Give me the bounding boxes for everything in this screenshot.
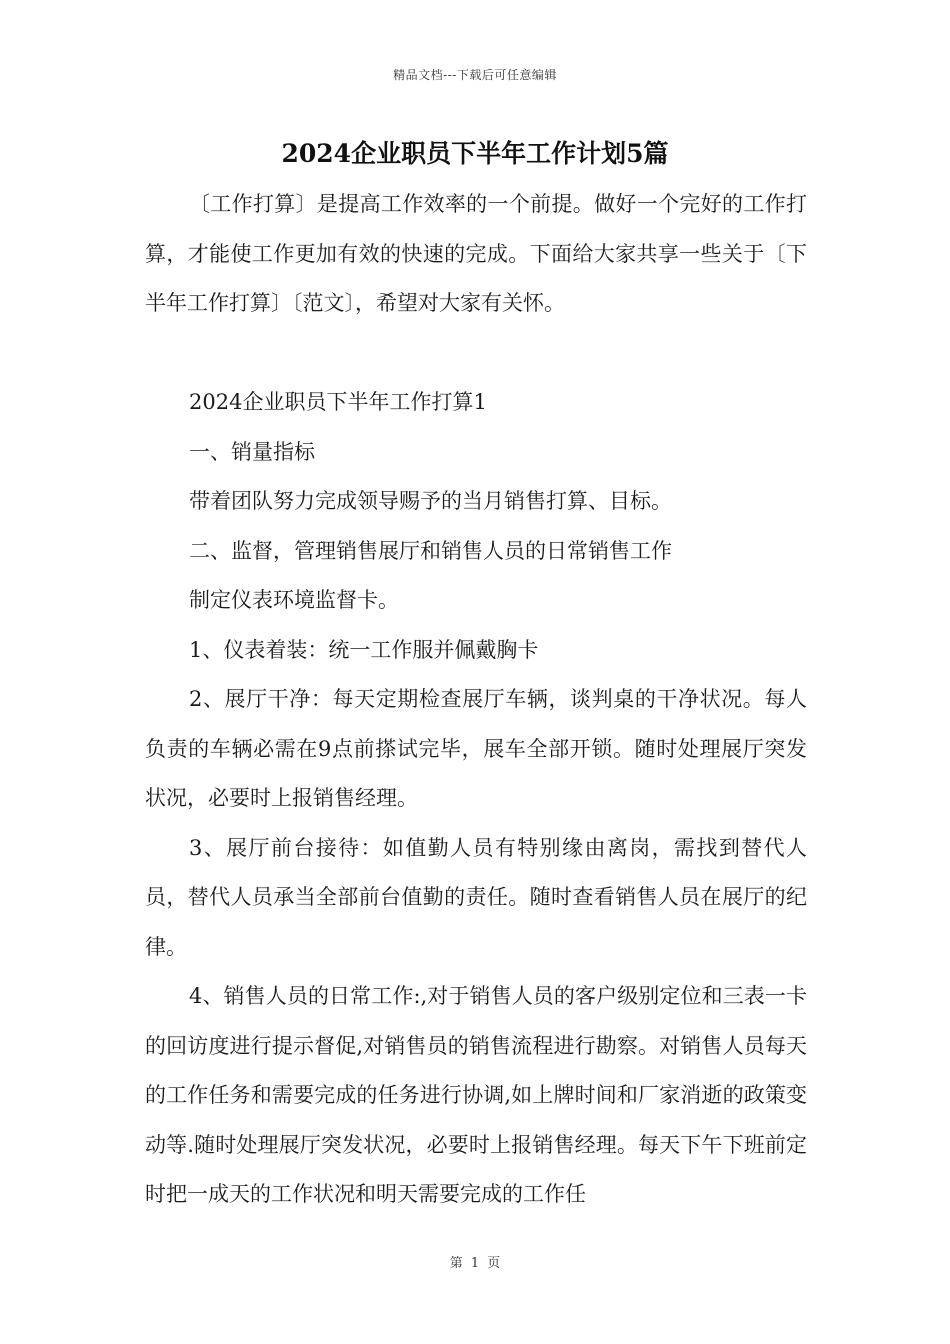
page-prefix: 第 — [449, 1256, 463, 1271]
page-number: 1 — [470, 1256, 480, 1271]
list-item: 一、销量指标 — [189, 439, 315, 464]
page-suffix: 页 — [487, 1256, 501, 1271]
paragraph: 4、销售人员的日常工作:,对于销售人员的客户级别定位和三表一卡的回访度进行提示督促,对销售员的销售流程进行勘察。对销售人员每天的工作任务和需要完成的任务进行协调,如上牌时间和厂家消逝的政策变动等.随时处理展厅突发状况，必要时上报销售经理。每天下午下班前定时把一成天的工作状况和明天需要完成的工作任 — [145, 984, 807, 1206]
header-note: 精品文档---下载后可任意编辑 — [393, 68, 557, 82]
paragraph: 3、展厅前台接待：如值勤人员有特别缘由离岗，需找到替代人员，替代人员承当全部前台值勤的责任。随时查看销售人员在展厅的纪律。 — [145, 835, 807, 959]
list-item: 二、监督，管理销售展厅和销售人员的日常销售工作 — [189, 538, 672, 563]
intro-paragraph: 〔工作打算〕是提高工作效率的一个前提。做好一个完好的工作打算，才能使工作更加有效的快速的完成。下面给大家共享一些关于〔下半年工作打算〕〔范文〕，希望对大家有关怀。 — [145, 192, 807, 315]
section-heading: 2024企业职员下半年工作打算1 — [189, 390, 487, 414]
page-number-footer — [0, 1252, 950, 1271]
paragraph: 2、展厅干净：每天定期检查展厅车辆，谈判桌的干净状况。每人负责的车辆必需在9点前搽试完毕，展车全部开锁。随时处理展厅突发状况，必要时上报销售经理。 — [145, 687, 807, 810]
list-item: 1、仪表着装：统一工作服并佩戴胸卡 — [189, 637, 539, 662]
list-item: 带着团队努力完成领导赐予的当月销售打算、目标。 — [189, 489, 672, 513]
document-title: 2024企业职员下半年工作计划5篇 — [281, 139, 669, 168]
blank-line — [145, 329, 807, 379]
document-body — [145, 180, 807, 1220]
list-item: 制定仪表环境监督卡。 — [189, 588, 399, 612]
